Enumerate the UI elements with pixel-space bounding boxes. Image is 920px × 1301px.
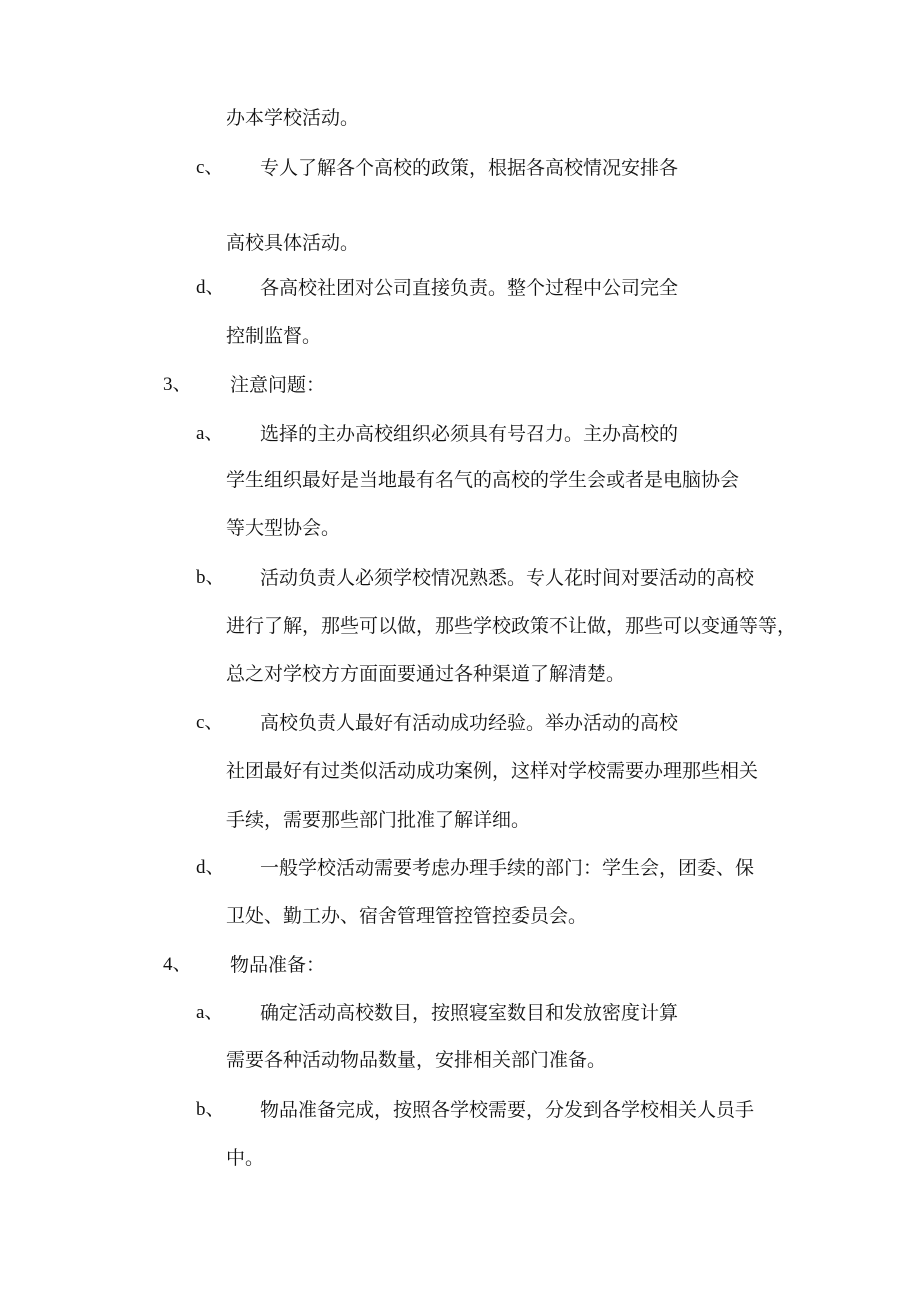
section-marker: 4、 (163, 954, 192, 975)
list-marker: b、 (196, 567, 225, 588)
list-marker: c、 (196, 157, 224, 178)
list-marker: c、 (196, 712, 224, 733)
section-heading: 物品准备： (230, 954, 326, 976)
list-item-text: 一般学校活动需要考虑办理手续的部门：学生会，团委、保 (260, 857, 755, 879)
text-line: 控制监督。 (226, 325, 322, 347)
text-line: 社团最好有过类似活动成功案例，这样对学校需要办理那些相关 (226, 760, 759, 782)
text-line: 等大型协会。 (226, 517, 341, 539)
text-line: 卫处、勤工办、宿舍管理管控管控委员会。 (226, 905, 588, 927)
text-line: 办本学校活动。 (226, 107, 360, 129)
text-line: 高校具体活动。 (226, 232, 360, 254)
list-marker: b、 (196, 1099, 225, 1120)
list-item-text: 各高校社团对公司直接负责。整个过程中公司完全 (260, 277, 679, 299)
text-line: 总之对学校方方面面要通过各种渠道了解清楚。 (226, 663, 626, 685)
list-item-text: 确定活动高校数目，按照寝室数目和发放密度计算 (260, 1002, 679, 1024)
text-line: 需要各种活动物品数量，安排相关部门准备。 (226, 1049, 607, 1071)
list-item-text: 活动负责人必须学校情况熟悉。专人花时间对要活动的高校 (260, 567, 755, 589)
list-item-text: 物品准备完成，按照各学校需要，分发到各学校相关人员手 (260, 1099, 755, 1121)
text-line: 学生组织最好是当地最有名气的高校的学生会或者是电脑协会 (226, 469, 740, 491)
list-item-text: 选择的主办高校组织必须具有号召力。主办高校的 (260, 423, 679, 445)
list-marker: a、 (196, 423, 224, 444)
list-item-text: 高校负责人最好有活动成功经验。举办活动的高校 (260, 712, 679, 734)
text-line: 手续，需要那些部门批准了解详细。 (226, 809, 531, 831)
text-line: 进行了解，那些可以做，那些学校政策不让做，那些可以变通等等， (226, 615, 797, 637)
text-line: 中。 (226, 1147, 265, 1169)
section-marker: 3、 (163, 374, 192, 395)
list-marker: a、 (196, 1002, 224, 1023)
list-item-text: 专人了解各个高校的政策，根据各高校情况安排各 (260, 157, 679, 179)
list-marker: d、 (196, 277, 225, 298)
list-marker: d、 (196, 857, 225, 878)
section-heading: 注意问题： (230, 374, 326, 396)
